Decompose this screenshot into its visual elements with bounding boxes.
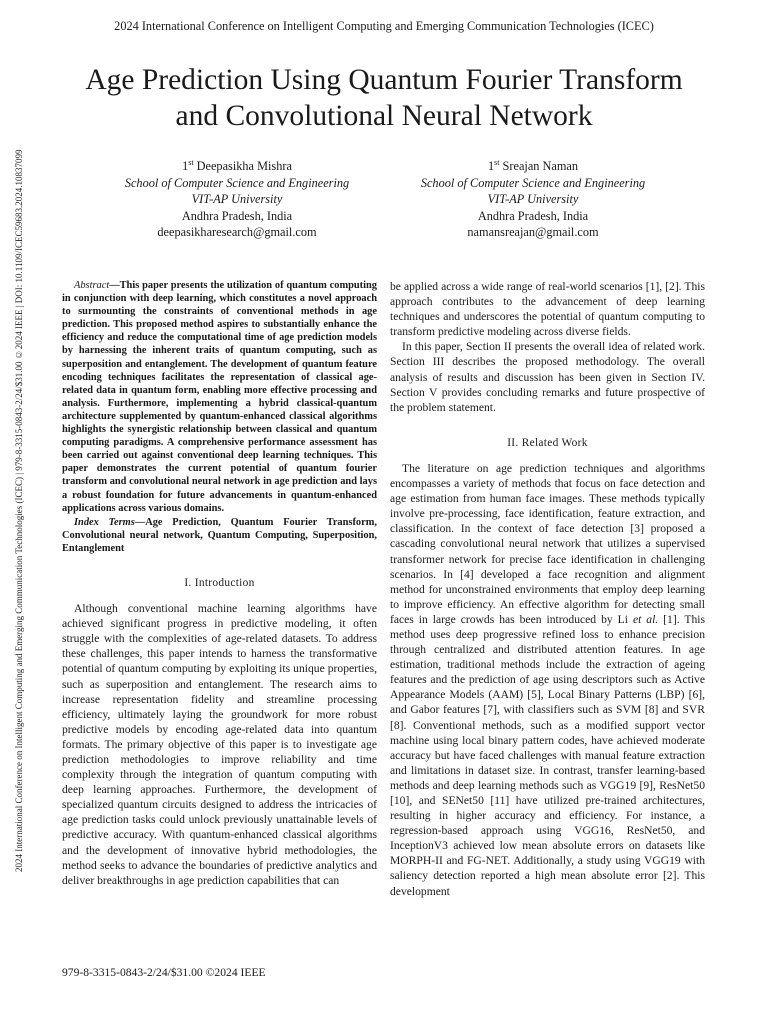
related-work-paragraph: The literature on age prediction techniques and algorithms encompasses a variety of methods that focus on face detection and age estimation from human face images. These methods typically involve pre-processing, face identification, feature extraction, and classification. In the context of face detection [3] proposed a cascading convolutional neural network that utilizes a supervised transformer network for precise face identification in challenging scenarios. In [4] developed a face recognition and alignment method for unconstrained environments that employ deep learning to improve efficiency. An effective algorithm for detecting small faces in large crowds has been introduced by Li et al. [1]. This method uses deep progressive refined loss to enhance precision through centralized and distributed attention features. In age estimation, traditional methods include the extraction of ageing features and the prediction of age using descriptors such as Active Appearance Models (AAM) [5], Local Binary Patterns (LBP) [6], and Gabor features [7], with classifiers such as SVM [8] and SVR [8]. Conventional methods, such as a modified support vector machine using local binary pattern codes, have achieved moderate accuracy but have faced challenges with manual feature extraction and limitations in dataset size. In contrast, transfer learning-based methods and deep learning methods such as VGG19 [9], ResNet50 [10], and SENet50 [11] have utilized pre-trained architectures, resulting in higher accuracy and efficiency. For instance, a regression-based approach using VGG16, ResNet50, and InceptionV3 achieved low mean absolute errors on datasets like MORPH-II and FG-NET. Additionally, a study using VGG19 with saliency detection reported a high mean absolute error [2]. This development [390,461,705,898]
intro-paragraph-1-continued: be applied across a wide range of real-world scenarios [1], [2]. This approach contributes to the advancement of deep learning techniques and underscores the potential of quantum computing to transform predictive modeling across diverse fields. [390,280,705,339]
index-terms-label: Index Terms [74,516,135,528]
abstract-text: —This paper presents the utilization of quantum computing in conjunction with deep learning, which constitutes a novel approach to surmounting the constraints of conventional methods in age prediction. This proposed method aspires to substantially enhance the efficiency and reduce the computational time of age prediction models by harnessing the inherent traits of quantum computing, such as superposition and entanglement. The development of quantum feature encoding techniques facilitates the representation of classical age-related data in quantum form, enabling more effective processing and analysis. Furthermore, implementing a hybrid classical-quantum architecture supplemented by quantum-enhanced classical algorithms highlights the synergistic relationship between classical and quantum computing paradigms. A comprehensive performance assessment has been carried out against conventional deep learning techniques. This paper demonstrates the current potential of quantum fourier transform and convolutional neural network in age prediction and lays a robust foundation for future advancements in quantum-enhanced applications across various domains. [62,280,377,514]
author-name: 1st Sreajan Naman [487,158,579,174]
side-doi-strip: 2024 International Conference on Intelligent Computing and Emerging Communication Technologies (ICEC) | 979-8-3315-0843-2/24/$31.00 ©2024 IEEE | DOI: 10.1109/ICEC59683.2024.10837099 [14,149,24,872]
author-name: 1st Deepasikha Mishra [182,158,292,174]
copyright-footer: 979-8-3315-0843-2/24/$31.00 ©2024 IEEE [62,966,266,979]
author-university: VIT-AP University [487,192,579,207]
intro-paragraph-1: Although conventional machine learning algorithms have achieved significant progress in predictive modeling, it often struggle with the complexities of age-related datasets. To address these challenges, this paper intends to harness the transformative potential of quantum computing by exploiting its unique properties, such as superposition and entanglement. The research aims to increase representation fidelity and streamline processing efficiency, ultimately laying the groundwork for more robust predictive models by encoding age-related data into quantum formats. The primary objective of this paper is to investigate age prediction methodologies to improve reliability and time complexity through the integration of quantum computing with deep learning approaches. Furthermore, the development of specialized quantum circuits designed to address the intricacies of age prediction tasks could unlock previously unattainable levels of predictive accuracy. With quantum-enhanced classical algorithms and the development of innovative hybrid methodologies, the method seeks to advance the boundaries of predictive analytics and deliver breakthroughs in age prediction capabilities that can [62,602,377,887]
author-department: School of Computer Science and Engineering [420,175,646,190]
author-location: Andhra Pradesh, India [477,208,589,223]
right-column [390,279,705,899]
author-department: School of Computer Science and Engineering [124,175,350,190]
index-terms-text: —Age Prediction, Quantum Fourier Transform, Convolutional neural network, Quantum Computing, Superposition, Entanglement [62,516,377,554]
author-university: VIT-AP University [191,192,283,207]
author-email: namansreajan@gmail.com [467,225,599,240]
paper-title [40,62,728,134]
author-block-1 [97,155,377,241]
author-block-2 [393,155,673,241]
index-terms [62,516,377,555]
section-heading-related-work: II. Related Work [507,436,588,449]
author-location: Andhra Pradesh, India [181,208,293,223]
title-line-1: Age Prediction Using Quantum Fourier Transform [85,64,683,96]
left-column [62,279,377,888]
section-heading-introduction: I. Introduction [184,576,255,589]
title-line-2: and Convolutional Neural Network [175,100,593,132]
abstract-label: Abstract [74,280,110,291]
author-email: deepasikharesearch@gmail.com [157,225,317,240]
abstract [62,279,377,515]
intro-paragraph-2: In this paper, Section II presents the overall idea of related work. Section III describes the proposed methodology. The overall analysis of results and discussion has been given in Section IV. Section V provides concluding remarks and future prospective of the problem statement. [390,340,705,414]
conference-header: 2024 International Conference on Intelligent Computing and Emerging Communication Technologies (ICEC) [114,19,654,33]
